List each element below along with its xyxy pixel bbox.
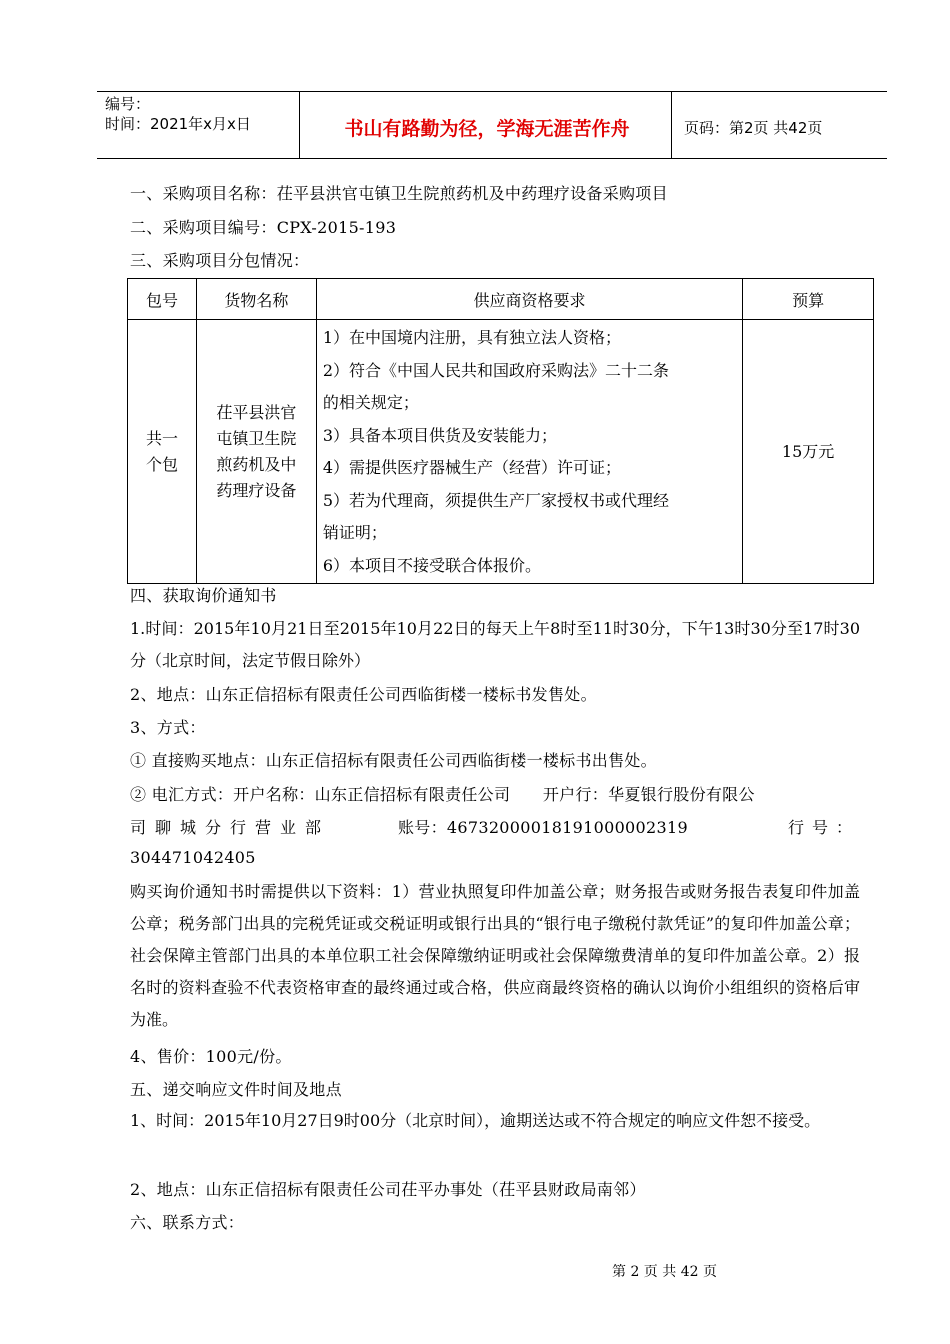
- col-header: 预算: [743, 279, 874, 320]
- requirement-item: 1）在中国境内注册，具有独立法人资格；: [322, 328, 621, 347]
- project-name: 一、采购项目名称：茌平县洪官屯镇卫生院煎药机及中药理疗设备采购项目: [130, 184, 668, 203]
- section-4-direct: ① 直接购买地点：山东正信招标有限责任公司西临街楼一楼标书出售处。: [130, 751, 657, 770]
- section-4-title: 四、获取询价通知书: [130, 586, 277, 605]
- table-header-row: [128, 279, 874, 320]
- section-4-wire-bank-code: 304471042405: [130, 848, 256, 867]
- requirement-item: 5）若为代理商，须提供生产厂家授权书或代理经: [322, 490, 669, 510]
- section-5-place: 2、地点：山东正信招标有限责任公司茌平办事处（茌平县财政局南邻）: [130, 1180, 646, 1199]
- section-4-wire-1: ② 电汇方式：开户名称：山东正信招标有限责任公司 开户行：华夏银行股份有限公: [130, 785, 755, 804]
- section-4-wire-bank-code-label: 行号：: [788, 818, 861, 837]
- section-4-wire-bank: 司聊城分行营业部: [130, 818, 331, 837]
- budget: 15万元: [743, 320, 874, 584]
- section-4-method: 3、方式：: [130, 718, 206, 737]
- header-divider: [671, 92, 672, 158]
- section-4-place: 2、地点：山东正信招标有限责任公司西临街楼一楼标书发售处。: [130, 685, 597, 704]
- number-label: 编号：: [105, 95, 151, 113]
- section-5-title: 五、递交响应文件时间及地点: [130, 1080, 342, 1099]
- page-header: [97, 91, 887, 159]
- header-divider: [299, 92, 300, 158]
- requirement-item: 的相关规定；: [322, 393, 419, 412]
- page-footer: 第 2 页 共 42 页: [612, 1264, 717, 1280]
- requirement-item: 4）需提供医疗器械生产（经营）许可证；: [322, 458, 621, 477]
- time-label: 时间：2021年x月x日: [105, 115, 251, 133]
- col-header: 供应商资格要求: [316, 279, 742, 320]
- section-4-time: 1.时间：2015年10月21日至2015年10月22日的每天上午8时至11时30分，下午13时30分至17时30分（北京时间，法定节假日除外）: [130, 619, 860, 670]
- goods-name: 茌平县洪官屯镇卫生院煎药机及中药理疗设备: [196, 320, 316, 584]
- package-table: [127, 278, 874, 584]
- section-6-title: 六、联系方式：: [130, 1213, 245, 1232]
- section-5-time: 1、时间：2015年10月27日9时00分（北京时间），逾期送达或不符合规定的响应文件恕不接受。: [130, 1111, 821, 1130]
- col-header: 货物名称: [196, 279, 316, 320]
- package-heading: 三、采购项目分包情况：: [130, 251, 310, 270]
- requirement-item: 销证明；: [322, 523, 387, 542]
- project-number: 二、采购项目编号：CPX-2015-193: [130, 218, 397, 237]
- header-motto: 书山有路勤为径，学海无涯苦作舟: [344, 118, 630, 140]
- requirement-item: 3）具备本项目供货及安装能力；: [322, 425, 557, 445]
- col-header: 包号: [128, 279, 197, 320]
- section-4-price: 4、售价：100元/份。: [130, 1047, 292, 1066]
- header-page-info: 页码：第2页 共42页: [684, 119, 823, 137]
- requirement-item: 6）本项目不接受联合体报价。: [322, 555, 541, 575]
- requirement-item: 2）符合《中国人民共和国政府采购法》二十二条: [322, 360, 669, 380]
- requirements: [316, 320, 742, 584]
- package-no: 共一个包: [128, 320, 197, 584]
- table-row: [128, 320, 874, 584]
- section-4-documents: 购买询价通知书时需提供以下资料：1）营业执照复印件加盖公章；财务报告或财务报告表复印件加盖公章；税务部门出具的完税凭证或交税证明或银行出具的“银行电子缴税付款凭证”的复印件加盖公章；社会保障主管部门出具的本单位职工社会保障缴纳证明或社会保障缴费清单的复印件加盖公章。2）报名时的资料查验不代表资格审查的最终通过或合格，供应商最终资格的确认以询价小组组织的资格后审为准。: [130, 882, 860, 1029]
- header-meta: [105, 94, 251, 134]
- section-4-wire-account: 账号：46732000018191000002319: [398, 818, 688, 837]
